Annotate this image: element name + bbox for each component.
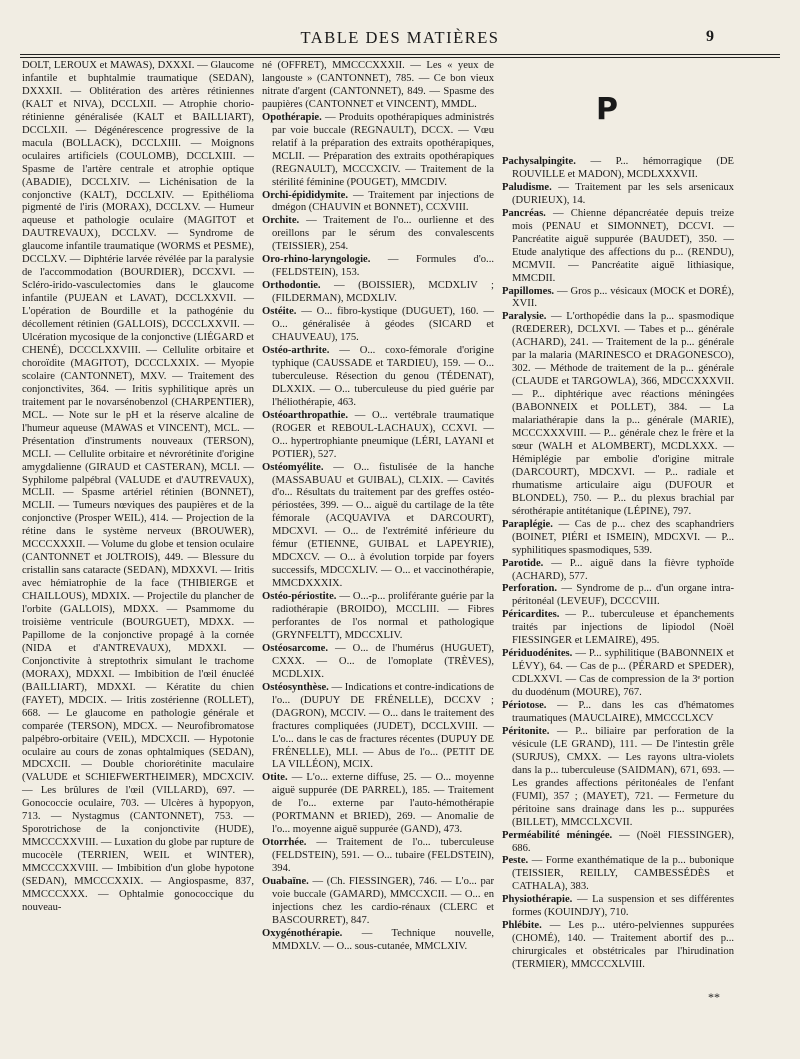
entry-text: — Syndrome de p... d'un organe intra-péritonéal (LEVEUF), DCCCVIII.	[512, 583, 734, 608]
entry-text: — Indications et contre-indications de l'o... (DUPUY DE FRÉNELLE), DCCXV ; (DAGRON), MCCIV. — O... dans le traitement des fractures compliquées (JUDET), DCCLXVIII. — L'o... dans le cas de fractures récentes (DUPUY DE FRÉNELLE), MLI. — Abus de l'o... (PETIT DE LA VILLÉON), MCIX.	[272, 681, 494, 771]
index-entry	[502, 208, 734, 286]
index-entry	[262, 928, 494, 954]
entry-text: — Les p... utéro-pelviennes suppurées (CHOMÉ), 140. — Traitement abortif des p... chirurgicales et obstétricales par l'hirudination (TERMIER), MMCCCXLVIII.	[512, 920, 734, 971]
entry-headword: Oro-rhino-laryngologie.	[262, 254, 371, 266]
index-entry	[262, 345, 494, 410]
index-entry	[262, 682, 494, 773]
entry-headword: Paraplégie.	[502, 518, 553, 530]
entry-headword: Phlébite.	[502, 920, 542, 932]
entry-headword: Péritonite.	[502, 725, 550, 737]
index-entry	[502, 920, 734, 972]
entry-text: — P... biliaire par perforation de la vésicule (LE GRAND), 111. — De l'intestin grêle (SURJUS), CMXX. — Les rayons ultra-violets dans la p... tuberculeuse (SAIDMAN), 671, 693. — Les grandes affections péritonéales de l'enfant (FUMI), 357 ; (MAYET), 721. — Fermeture du péritoine sans drainage dans les p... suppurées (BILLET), MMCCLXCVII.	[512, 725, 734, 828]
entry-text: — O... de l'humérus (HUGUET), CXXX. — O... de l'omoplate (TRÈVES), MCDLXIX.	[272, 642, 494, 680]
running-title: TABLE DES MATIÈRES	[300, 28, 500, 47]
index-entry	[262, 60, 494, 112]
index-entry	[262, 837, 494, 876]
index-entry	[502, 894, 734, 920]
index-column-2	[262, 60, 494, 954]
entry-headword: Pachysalpingite.	[502, 156, 576, 167]
index-entry	[502, 519, 734, 558]
index-entry	[262, 215, 494, 254]
entry-headword: Ostéoarthropathie.	[262, 409, 349, 421]
entry-text: né (OFFRET), MMCCCXXXII. — Les « yeux de langouste » (CANTONNET), 785. — Ce bon vieux nitrate d'argent (CANTONNET), 849. — Spasme des paupières (CANTONNET et VINCENT), MMDL.	[262, 60, 494, 110]
entry-headword: Otite.	[262, 772, 288, 784]
entry-headword: Oxygénothérapie.	[262, 927, 343, 939]
index-entry	[262, 591, 494, 643]
entry-text: — O... vertébrale traumatique (ROGER et REBOUL-LACHAUX), CCXVI. — O... hypertrophiante pneumique (LÉRI, LAYANI et POTIER), 527.	[272, 409, 494, 460]
entry-text: — (Noël FIESSINGER), 686.	[512, 829, 734, 854]
page-header	[20, 24, 780, 54]
entry-text: — Traitement de l'o... ourlienne et des oreillons par le sérum des convalescents (TEISSIER), 254.	[272, 215, 494, 253]
index-entry	[502, 583, 734, 609]
index-entry	[262, 772, 494, 837]
entry-headword: Perméabilité méningée.	[502, 829, 613, 841]
entry-headword: Orchite.	[262, 215, 300, 227]
entry-text: — Traitement par injections de dmégon (CHAUVIN et BONNET), CCXVIII.	[272, 189, 494, 214]
entry-text: — P... aiguë dans la fièvre typhoïde (ACHARD), 577.	[512, 557, 734, 582]
entry-text: — O... fibro-kystique (DUGUET), 160. — O... généralisée à géodes (SICARD et CHAUVEAU), 175.	[272, 306, 494, 344]
index-entry	[502, 700, 734, 726]
entry-text: — O...-p... proliférante guérie par la radiothérapie (BROIDO), MCCLIII. — Fibres perforantes de l'os normal et pathologique (GRYNFELTT), MDCCXLIV.	[272, 591, 494, 641]
entry-headword: Ostéo-arthrite.	[262, 344, 330, 356]
entry-headword: Périduodénites.	[502, 648, 573, 660]
index-entry	[502, 286, 734, 312]
entry-text: — Traitement de l'o... tuberculeuse (FELDSTEIN), 591. — O... tubaire (FELDSTEIN), 394.	[272, 837, 494, 875]
entry-text: — L'orthopédie dans la p... spasmodique (RŒDERER), DCLXVI. — Tabes et p... générale (ACHARD), 241. — Traitement de la p... générale par la malaria (MARINESCO et DRAGONESCO), 302. — Méthode de traitement de la p... générale (CLAUDE et TARGOWLA), 366, MDCCXXXVII. — P... diphtérique avec réactions méningées (BABONNEIX et POLLET), 384. — La malariathérapie dans la p... générale (MARIE), MCCCXXXVIII. — P... générale chez le frère et la sœur (WALH et ALOMBERT), MCDLXXX. — Hémiplégie par embolie d'origine mitrale (DARCOURT), MDCXVI. — P... radiale et rhumatisme articulaire aigu (DUFOUR et BLONDEL), 750. — P... du plexus brachial par sérothérapie antitétanique (LÉPINE), 797.	[512, 311, 734, 517]
entry-text: — O... fistulisée de la hanche (MASSABUAU et GUIBAL), CLXIX. — Cavités d'o... Résultats du traitement par des greffes ostéo-périostées, 399. — O... aiguë du cartilage de la tête fémorale (ACQUAVIVA et DARCOURT), MDCXVI. — O... de l'extrémité inférieure du fémur (ETIENNE, GUIBAL et LAPEYRIE), MDCXCV. — O... à évolution torpide par foyers successifs, MDCCXLIV. — O... et vaccinothérapie, MMCDXXXIX.	[272, 461, 494, 590]
index-entry	[502, 156, 734, 182]
index-entry	[262, 280, 494, 306]
entry-text: — Produits opothérapiques administrés par voie buccale (REGNAULT), DCCX. — Vœu relatif à la préparation des extraits opothérapiques, MCLII. — Préparation des extraits opothérapiques (REGNAULT), MCCCXCIV. — Traitement de la stérilité féminine (POUGET), MMCDIV.	[272, 111, 495, 188]
entry-headword: Orthodontie.	[262, 280, 321, 292]
section-letter: P	[596, 92, 618, 127]
entry-text: — Gros p... vésicaux (MOCK et DORÉ), XVII.	[512, 285, 734, 310]
entry-headword: Péricardites.	[502, 609, 560, 621]
entry-text: — Formules d'o... (FELDSTEIN), 153.	[272, 254, 494, 279]
index-entry	[262, 112, 494, 190]
index-column-3	[502, 156, 734, 972]
index-entry	[502, 648, 734, 700]
index-entry	[502, 830, 734, 856]
entry-text: — Forme exanthématique de la p... bubonique (TEISSIER, REILLY, CAMBESSÉDÈS et CATHALA), 383.	[512, 855, 734, 893]
index-entry	[502, 609, 734, 648]
entry-headword: Ostéosynthèse.	[262, 681, 329, 693]
entry-text: — (BOISSIER), MCDXLIV ; (FILDERMAN), MCDXLIV.	[272, 280, 494, 305]
index-entry	[502, 855, 734, 894]
index-entry	[262, 410, 494, 462]
entry-text: — Technique nouvelle, MMDXLV. — O... sous-cutanée, MMCLXIV.	[272, 927, 494, 952]
entry-headword: Peste.	[502, 855, 529, 867]
entry-text: — P... dans les cas d'hématomes traumatiques (MAUCLAIRE), MMCCCLXCV	[512, 700, 734, 724]
entry-text: — (Ch. FIESSINGER), 746. — L'o... par voie buccale (GAMARD), MMCCXCII. — O... en injections chez les cardio-rénaux (CLERC et BASCOURRET), 847.	[272, 876, 494, 926]
index-column-1	[22, 60, 254, 915]
footer-mark: **	[708, 990, 720, 1004]
entry-headword: Ostéite.	[262, 306, 297, 318]
header-rule	[20, 54, 780, 58]
entry-headword: Pancréas.	[502, 207, 546, 219]
entry-headword: Ostéo-périostite.	[262, 591, 337, 603]
index-entry	[262, 643, 494, 682]
index-entry	[502, 182, 734, 208]
index-entry	[502, 726, 734, 830]
index-entry	[262, 190, 494, 216]
index-entry	[262, 306, 494, 345]
entry-text: — O... coxo-fémorale d'origine typhique (CAUSSADE et TARDIEU), 159. — O... tuberculeuse. Résection du genou (TÉDENAT), DLXXIX. — O... tuberculeuse du pied guérie par l'héliothérapie, 463.	[272, 344, 494, 408]
index-entry	[22, 60, 254, 915]
entry-headword: Paralysie.	[502, 311, 547, 323]
entry-text: — P... syphilitique (BABONNEIX et LÉVY), 64. — Cas de p... (PÉRARD et SPEDER), CDLXXVI. — Cas de compression de la 3ᵉ portion du duodénum (MOURE), 767.	[512, 648, 734, 699]
entry-text: — Traitement par les sels arsenicaux (DURIEUX), 14.	[512, 181, 734, 206]
entry-headword: Perforation.	[502, 583, 558, 595]
entry-headword: Papillomes.	[502, 285, 555, 297]
entry-text: — Chienne dépancréatée depuis treize mois (PENAU et SIMONNET), DCCVI. — Pancréatite aiguë suppurée (BAUDET), 350. — Etude analytique des affections du p... (RENDU), MCMVII. — Pancréatite aiguë lithiasique, MMCDII.	[512, 207, 734, 284]
entry-text: — L'o... externe diffuse, 25. — O... moyenne aiguë suppurée (DE PARREL), 185. — Traitement de l'o... externe par l'auto-hémothérapie (PORTMANN et BRIED), 269. — Anomalie de l'o... moyenne aiguë suppurée (GAND), 473.	[272, 772, 494, 836]
entry-headword: Physiothérapie.	[502, 894, 573, 906]
entry-text: — Cas de p... chez des scaphandriers (BOINET, PIÉRI et ISMEIN), MDCXVI. — P... syphilitiques spasmodiques, 539.	[512, 518, 734, 556]
entry-headword: Ostéosarcome.	[262, 642, 328, 654]
entry-headword: Ouabaïne.	[262, 876, 309, 888]
entry-headword: Otorrhée.	[262, 837, 307, 849]
entry-text: — La suspension et ses différentes formes (KOUINDJY), 710.	[512, 894, 734, 919]
page-number: 9	[706, 28, 714, 45]
entry-headword: Opothérapie.	[262, 111, 322, 123]
index-entry	[502, 311, 734, 518]
entry-text: — P... hémorragique (DE ROUVILLE et MADON), MCDLXXXVII.	[512, 156, 734, 180]
entry-headword: Ostéomyélite.	[262, 461, 324, 473]
index-entry	[262, 876, 494, 928]
entry-headword: Orchi-épididymite.	[262, 189, 349, 201]
entry-text: — P... tuberculeuse et épanchements traités par injections de lipiodol (Noël FIESSINGER et LEMAIRE), 495.	[512, 609, 734, 647]
index-entry	[262, 254, 494, 280]
index-entry	[262, 462, 494, 592]
entry-headword: Paludisme.	[502, 181, 552, 193]
entry-headword: Parotide.	[502, 557, 544, 569]
entry-headword: Périotose.	[502, 700, 547, 712]
entry-text: DOLT, LEROUX et MAWAS), DXXXI. — Glaucome infantile et buphtalmie traumatique (SEDAN), DXXXII. — Oblitération des artères rétiniennes (KALT et NIVA), DCCLXII. — Atrophie chorio-rétinienne généralisée (KALT et BAILLIART), DCCLXII. — Dégénérescence progressive de la macula (BOLLACK), DCCLXIII. — Moignons oculaires artificiels (COULOMB), DCCLXIII. — Spasme de l'artère centrale et atrophie optique (ABADIE), DCCLXIV. — Lichénisation de la conjonctive (KALT), DCCLXIV. — Epithélioma pigmenté de l'iris (MORAX), DCCLXV. — Humeur aqueuse et pathologie oculaire (MAGITOT et DAUTREVAUX), DCCLXV. — Syndrome de glaucome infantile traumatique (WORMS et PESME), DCCLXV. — Diphtérie larvée révélée par la paralysie de l'accommodation (BOURDIER), DCCXVI. — Scléro-irido-vasculectomies dans le glaucome infantile (PUJEAN et LAVAT), DCCLXXVII. — L'opération de Bourdille et la pathogénie du décollement rétinien (GALLOIS), DCCCLXXVII. — Ulcération mycosique de la conjonctive (LIÉGARD et CHENÉ), DCCCLXXVIII. — Cellulite orbitaire et choroïdite (MAGITOT), DCCCLXXIX. — Myopie scolaire (CANTONNET), MXV. — Traitement des conjonctivites, 364. — Iritis syphilitique après un traitement par le novarsénobenzol (CHARPENTIER), MCL. — Note sur le pH et la réserve alcaline de l'humeur aqueuse (MAWAS et VINCENT), MCL. — Présentation d'instruments nouveaux (TERSON), MCLI. — Cellulite orbitaire et névrorétinite d'origine amygdalienne (GIRAUD et CASTERAN), MCLI. — Syphilome palpébral (VALUDE et d'AUTREVAUX), MCLII. — Spasme artériel rétinien (BONNET), MCLII. — Tumeurs nœviques des paupières et de la conjonctive (Prosper WEIL), 414. — Projection de la rétine dans le système nerveux (BROUWER), MCCCXXXII. — Volume du globe et tension oculaire (CANTONNET et JOLTROIS), 449. — Blessure du cristallin sans cataracte (SEDAN), MDXXVI. — Iritis avec hémiatrophie de la face (THIBIERGE et CHAILLOUS), MDXIX. — Projectile du plancher de l'orbite (GALLOIS), MDXX. — Psammome du troisième ventricule (BOURGUET), MDXX. — Papillome de la conjonctive propagé à la cornée (NIDA et d'ANTREVAUX), MDXXI. — Conjonctivite à streptothrix simulant le trachome (MORAX), MDXXI. — Imbibition de l'œil énucléé (BAILLIART), MDXXI. — Kératite du chien (FAYET), MDCIX. — Iritis zostérienne (ROLLET), 668. — Le glaucome en pathologie générale et comparée (TERSON), MDCX. — Neurofibromatose palpébro-orbitaire (VEIL), MDCXCII. — Hypotonie oculaire au cours de zonas ophtalmiques (SEDAN), MDCXCII. — Double choriorétinite maculaire (VALUDE et SCHIEFWERTHEIMER), MDCXCIV. — Les brûlures de l'œil (VILLARD), 697. — Gonococcie oculaire, 703. — Ulcères à hypopyon, 713. — Nystagmus (CANTONNET), 753. — Sporotrichose de la conjonctivite (HUDE), MMCCCXXVIII. — Luxation du globe par rupture de mucocèle (TERRIEN, WEIL et WINTER), MMCCCXXVIII. — Imbibition d'un globe hypotone (SEDAN), MMCCCXXIX. — Angiospasme, 837, MMCCCXXX. — Ophtalmie gonococcique du nouveau-	[22, 60, 254, 913]
index-entry	[502, 558, 734, 584]
